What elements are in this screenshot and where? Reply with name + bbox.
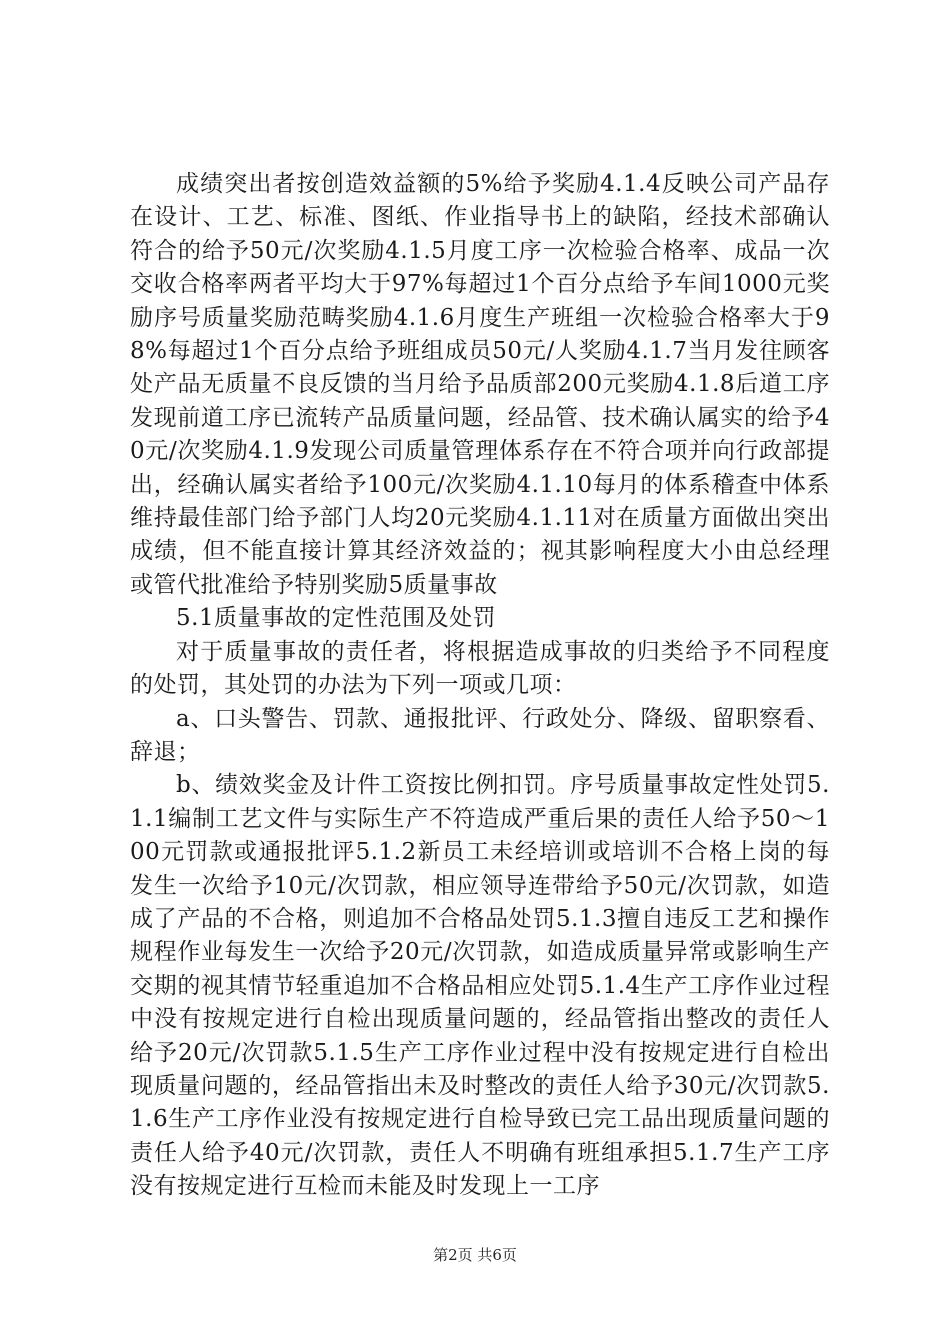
document-body [130,168,830,1204]
paragraph-penalty-b: b、绩效奖金及计件工资按比例扣罚。序号质量事故定性处罚5.1.1编制工艺文件与实际生产不符造成严重后果的责任人给予50～100元罚款或通报批评5.1.2新员工未经培训或培训不合格上岗的每发生一次给予10元/次罚款，相应领导连带给予50元/次罚款，如造成了产品的不合格，则追加不合格品处罚5.1.3擅自违反工艺和操作规程作业每发生一次给予20元/次罚款，如造成质量异常或影响生产交期的视其情节轻重追加不合格品相应处罚5.1.4生产工序作业过程中没有按规定进行自检出现质量问题的，经品管指出整改的责任人给予20元/次罚款5.1.5生产工序作业过程中没有按规定进行自检出现质量问题的，经品管指出未及时整改的责任人给予30元/次罚款5.1.6生产工序作业没有按规定进行自检导致已完工品出现质量问题的责任人给予40元/次罚款，责任人不明确有班组承担5.1.7生产工序没有按规定进行互检而未能及时发现上一工序 [130,772,830,1200]
paragraph-penalty-a: a、口头警告、罚款、通报批评、行政处分、降级、留职察看、辞退； [130,705,830,765]
paragraph-penalty-intro: 对于质量事故的责任者，将根据造成事故的归类给予不同程度的处罚，其处罚的办法为下列一项或几项： [130,638,830,699]
paragraph-section-heading: 5.1质量事故的定性范围及处罚 [176,605,497,632]
paragraph-rewards: 成绩突出者按创造效益额的5%给予奖励4.1.4反映公司产品存在设计、工艺、标准、图纸、作业指导书上的缺陷，经技术部确认符合的给予50元/次奖励4.1.5月度工序一次检验合格率、成品一次交收合格率两者平均大于97%每超过1个百分点给予车间1000元奖励序号质量奖励范畴奖励4.1.6月度生产班组一次检验合格率大于98%每超过1个百分点给予班组成员50元/人奖励4.1.7当月发往顾客处产品无质量不良反馈的当月给予品质部200元奖励4.1.8后道工序发现前道工序已流转产品质量问题，经品管、技术确认属实的给予40元/次奖励4.1.9发现公司质量管理体系存在不符合项并向行政部提出，经确认属实者给予100元/次奖励4.1.10每月的体系稽查中体系维持最佳部门给予部门人均20元奖励4.1.11对在质量方面做出突出成绩，但不能直接计算其经济效益的；视其影响程度大小由总经理或管代批准给予特别奖励5质量事故 [130,171,830,598]
page-number-footer: 第2页 共6页 [433,1246,517,1264]
